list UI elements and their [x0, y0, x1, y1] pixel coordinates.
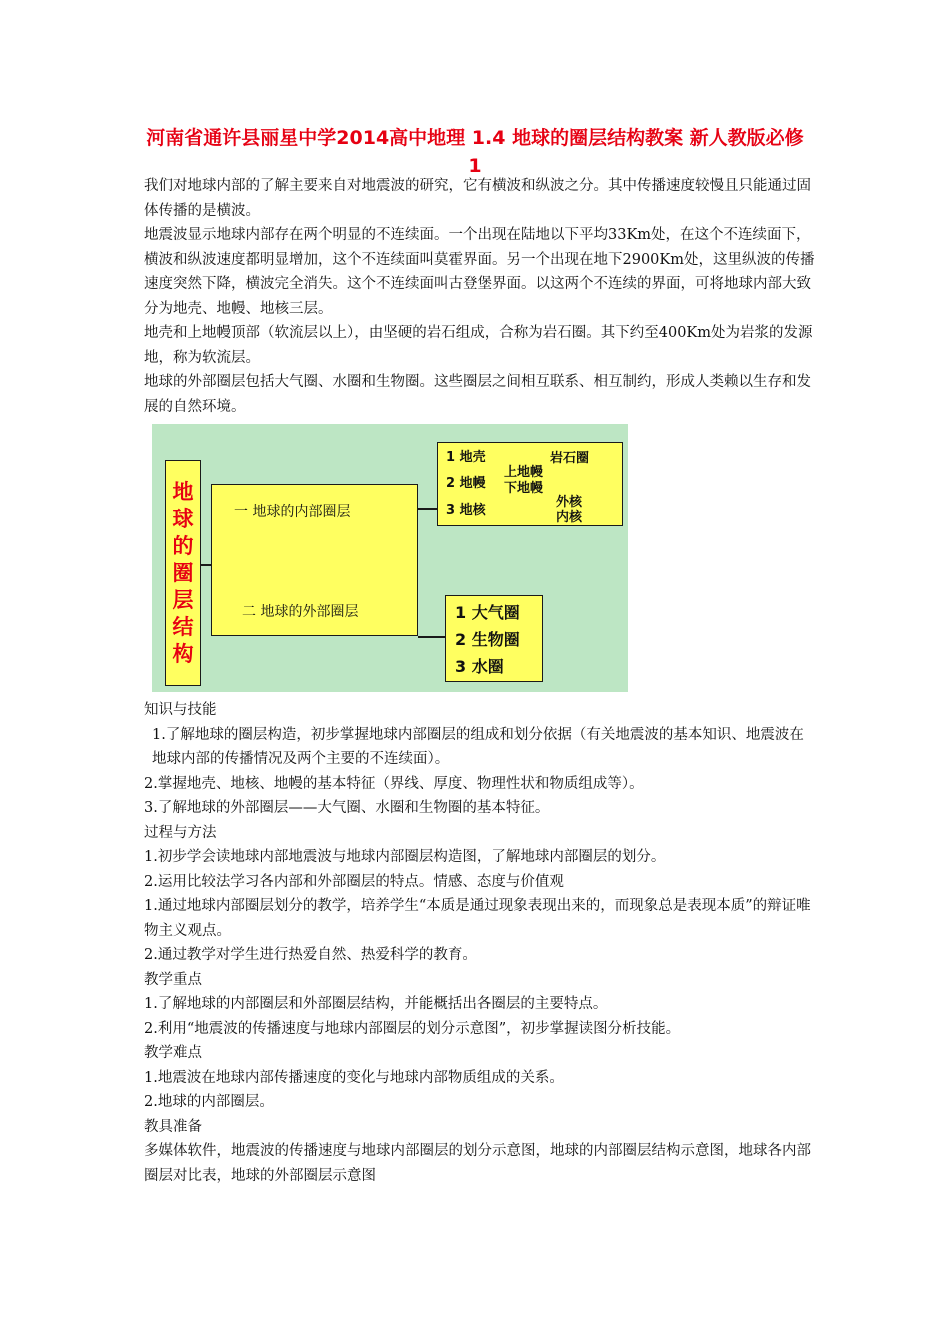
paragraph: 2.利用“地震波的传播速度与地球内部圈层的划分示意图”，初步掌握读图分析技能。 — [144, 1020, 681, 1037]
lower-mantle-label: 下地幔 — [504, 481, 544, 496]
intro-text — [144, 174, 816, 419]
inner-sphere-title: 一 地球的内部圈层 — [234, 504, 351, 520]
paragraph: 过程与方法 — [144, 824, 217, 841]
root-char: 圈 — [172, 560, 194, 585]
outer-core-label: 外核 — [556, 495, 583, 510]
paragraph: 教学重点 — [144, 971, 202, 988]
inner-core-label: 内核 — [556, 510, 583, 525]
paragraph: 3.了解地球的外部圈层——大气圈、水圈和生物圈的基本特征。 — [144, 800, 550, 816]
crust-label: 1 地壳 — [446, 450, 486, 465]
lithosphere-label: 岩石圈 — [550, 451, 590, 466]
paragraph: 1.地震波在地球内部传播速度的变化与地球内部物质组成的关系。 — [144, 1069, 564, 1086]
inner-sphere-box — [437, 442, 623, 526]
root-label-box — [165, 460, 201, 686]
paragraph: 1.了解地球的圈层构造，初步掌握地球内部圈层的组成和划分依据（有关地震波的基本知识、地震波在地球内部的传播情况及两个主要的不连续面）。 — [152, 726, 804, 767]
root-char: 的 — [172, 533, 194, 558]
core-label: 3 地核 — [446, 503, 486, 518]
paragraph: 地球的外部圈层包括大气圈、水圈和生物圈。这些圈层之间相互联系、相互制约，形成人类赖以生存和发展的自然环境。 — [144, 374, 811, 415]
earth-sphere-structure-diagram — [152, 424, 628, 692]
connector-line — [418, 636, 445, 638]
connector-line — [418, 508, 437, 510]
document-title: 河南省通许县丽星中学2014高中地理 1.4 地球的圈层结构教案 新人教版必修1 — [146, 127, 804, 177]
body-text — [144, 698, 816, 1188]
paragraph: 地震波显示地球内部存在两个明显的不连续面。一个出现在陆地以下平均33Km处，在这个不连续面下，横波和纵波速度都明显增加，这个不连续面叫莫霍界面。另一个出现在地下2900Km处，这里纵波的传播速度突然下降，横波完全消失。这个不连续面叫古登堡界面。以这两个不连续的界面，可将地球内部大致分为地壳、地幔、地核三层。 — [144, 227, 815, 317]
atmosphere-label: 1 大气圈 — [455, 603, 520, 622]
outer-sphere-box — [445, 595, 543, 682]
root-char: 层 — [172, 587, 194, 612]
mantle-label: 2 地幔 — [446, 476, 486, 491]
paragraph: 我们对地球内部的了解主要来自对地震波的研究，它有横波和纵波之分。其中传播速度较慢且只能通过固体传播的是横波。 — [144, 178, 811, 219]
root-char: 球 — [172, 506, 194, 531]
root-char: 地 — [172, 479, 194, 504]
root-char: 构 — [172, 641, 194, 666]
paragraph: 1.了解地球的内部圈层和外部圈层结构，并能概括出各圈层的主要特点。 — [144, 996, 608, 1012]
connector-line — [201, 564, 211, 566]
biosphere-label: 2 生物圈 — [455, 630, 520, 649]
paragraph: 多媒体软件，地震波的传播速度与地球内部圈层的划分示意图，地球的内部圈层结构示意图，地球各内部圈层对比表，地球的外部圈层示意图 — [144, 1143, 811, 1184]
paragraph: 2.地球的内部圈层。 — [144, 1094, 274, 1110]
paragraph: 2.通过教学对学生进行热爱自然、热爱科学的教育。 — [144, 947, 477, 963]
paragraph: 2.运用比较法学习各内部和外部圈层的特点。情感、态度与价值观 — [144, 873, 564, 890]
paragraph: 2.掌握地壳、地核、地幔的基本特征（界线、厚度、物理性状和物质组成等）。 — [144, 775, 644, 792]
paragraph: 地壳和上地幔顶部（软流层以上），由坚硬的岩石组成，合称为岩石圈。其下约至400Km处为岩浆的发源地，称为软流层。 — [144, 325, 813, 366]
upper-mantle-label: 上地幔 — [504, 465, 544, 480]
paragraph: 教具准备 — [144, 1118, 202, 1135]
paragraph: 1.通过地球内部圈层划分的教学，培养学生“本质是通过现象表现出来的，而现象总是表现本质”的辩证唯物主义观点。 — [144, 898, 811, 939]
outer-sphere-title: 二 地球的外部圈层 — [242, 604, 359, 620]
root-char: 结 — [172, 614, 194, 639]
paragraph: 知识与技能 — [144, 702, 217, 718]
paragraph: 教学难点 — [144, 1045, 202, 1061]
sphere-category-box — [211, 484, 418, 636]
paragraph: 1.初步学会读地球内部地震波与地球内部圈层构造图，了解地球内部圈层的划分。 — [144, 849, 666, 865]
hydrosphere-label: 3 水圈 — [455, 657, 504, 676]
